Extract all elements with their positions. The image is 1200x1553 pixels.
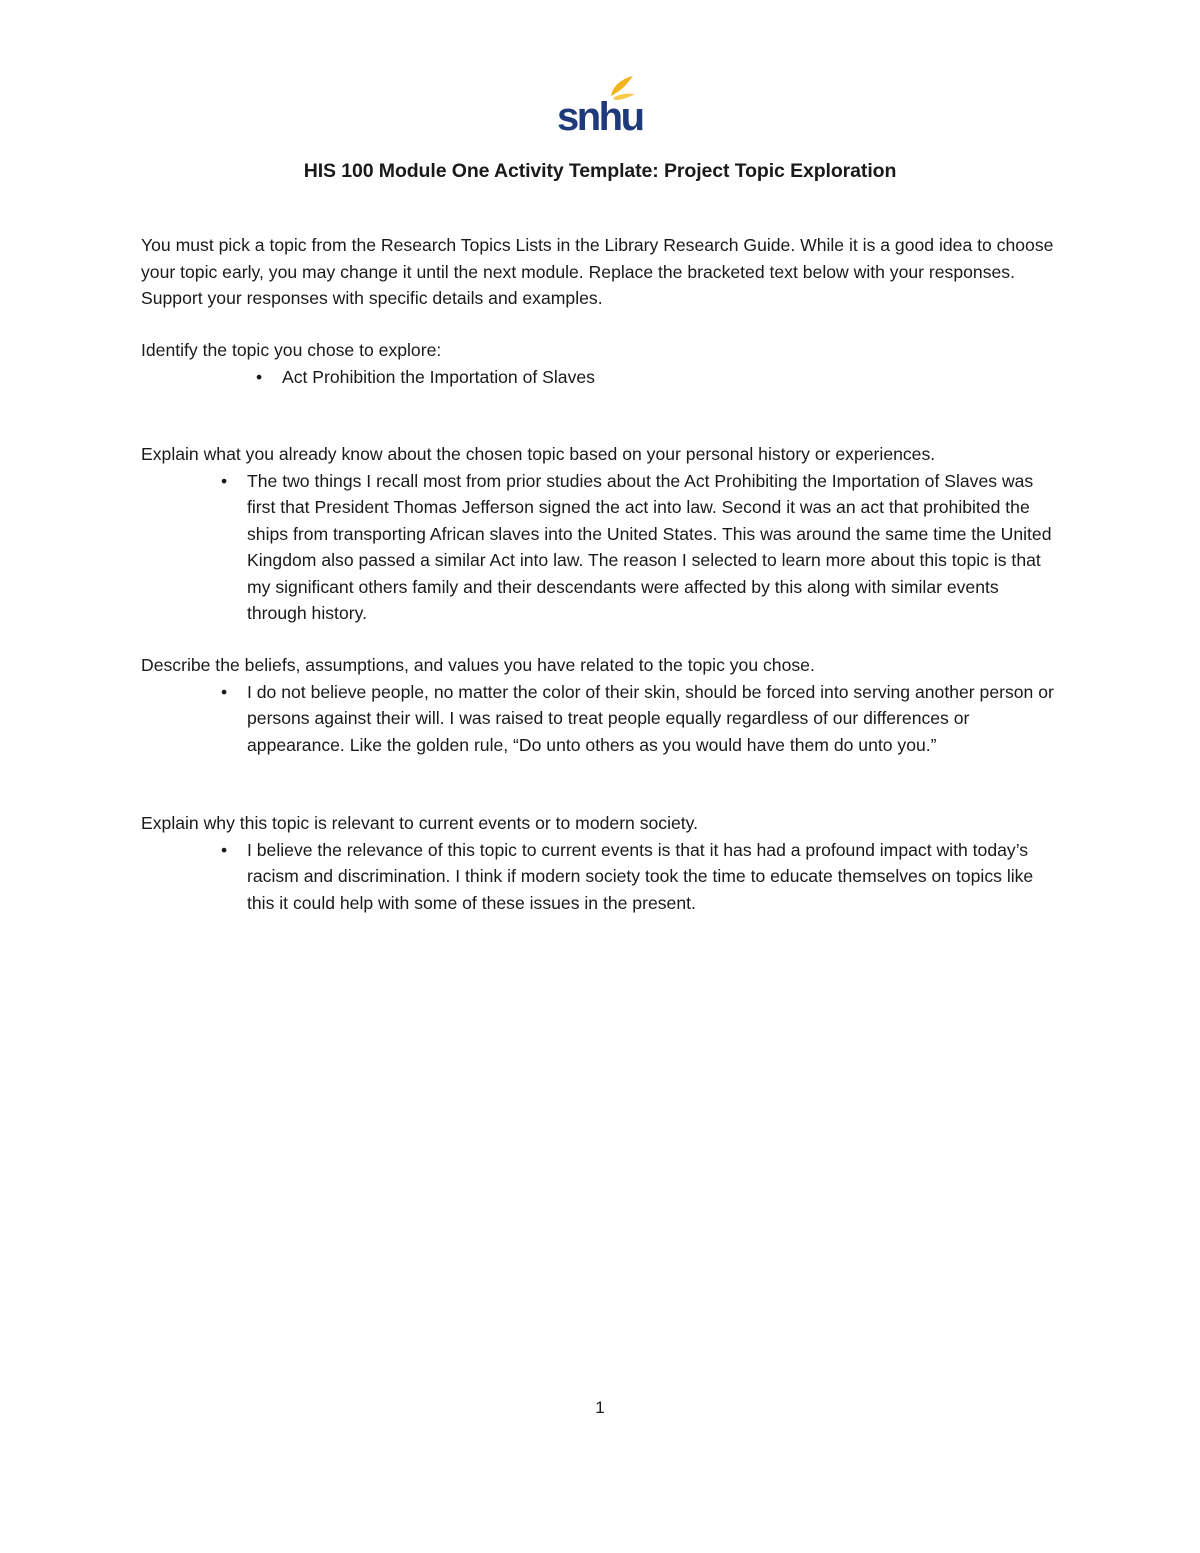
bullet-icon: • xyxy=(221,681,228,702)
section-knowledge xyxy=(141,441,1081,627)
section-prompt: Explain what you already know about the chosen topic based on your personal history or experiences. xyxy=(141,444,936,464)
document-title: HIS 100 Module One Activity Template: Project Topic Exploration xyxy=(303,160,897,182)
intro-paragraph: You must pick a topic from the Research Topics Lists in the Library Research Guide. While it is a good idea to choose your topic early, you may change it until the next module. Replace the bracketed text below with your responses. Support your responses with specific details and examples. xyxy=(141,235,1054,308)
page-number: 1 xyxy=(595,1398,605,1417)
leaf-icon xyxy=(553,72,643,134)
section-relevance xyxy=(141,810,1081,916)
section-answer xyxy=(256,364,1094,391)
answer-text: I do not believe people, no matter the color of their skin, should be forced into serving another person or persons against their will. I was raised to treat people equally regardless of our differences or appearance. Like the golden rule, “Do unto others as you would have them do unto you.” xyxy=(247,681,1054,755)
section-prompt: Identify the topic you chose to explore: xyxy=(141,340,442,360)
section-answer xyxy=(221,837,1059,917)
section-beliefs xyxy=(141,652,1081,758)
section-answer xyxy=(221,468,1059,627)
bullet-icon: • xyxy=(256,366,263,387)
snhu-logo xyxy=(553,72,643,134)
answer-text: Act Prohibition the Importation of Slaves xyxy=(282,366,595,387)
bullet-icon: • xyxy=(221,839,228,860)
answer-text: I believe the relevance of this topic to current events is that it has had a profound impact with today’s racism and discrimination. I think if modern society took the time to educate themselves on topics like this it could help with some of these issues in the present. xyxy=(247,839,1034,913)
section-prompt: Describe the beliefs, assumptions, and values you have related to the topic you chose. xyxy=(141,655,815,675)
svg-text:snhu: snhu xyxy=(557,95,643,134)
section-topic xyxy=(141,337,1081,390)
section-answer xyxy=(221,679,1059,759)
bullet-icon: • xyxy=(221,470,228,491)
section-prompt: Explain why this topic is relevant to current events or to modern society. xyxy=(141,813,699,833)
answer-text: The two things I recall most from prior studies about the Act Prohibiting the Importation of Slaves was first that President Thomas Jefferson signed the act into law. Second it was an act that prohibited the ships from transporting African slaves into the United States. This was around the same time the United Kingdom also passed a similar Act into law. The reason I selected to learn more about this topic is that my significant others family and their descendants were affected by this along with similar events through history. xyxy=(247,470,1052,623)
